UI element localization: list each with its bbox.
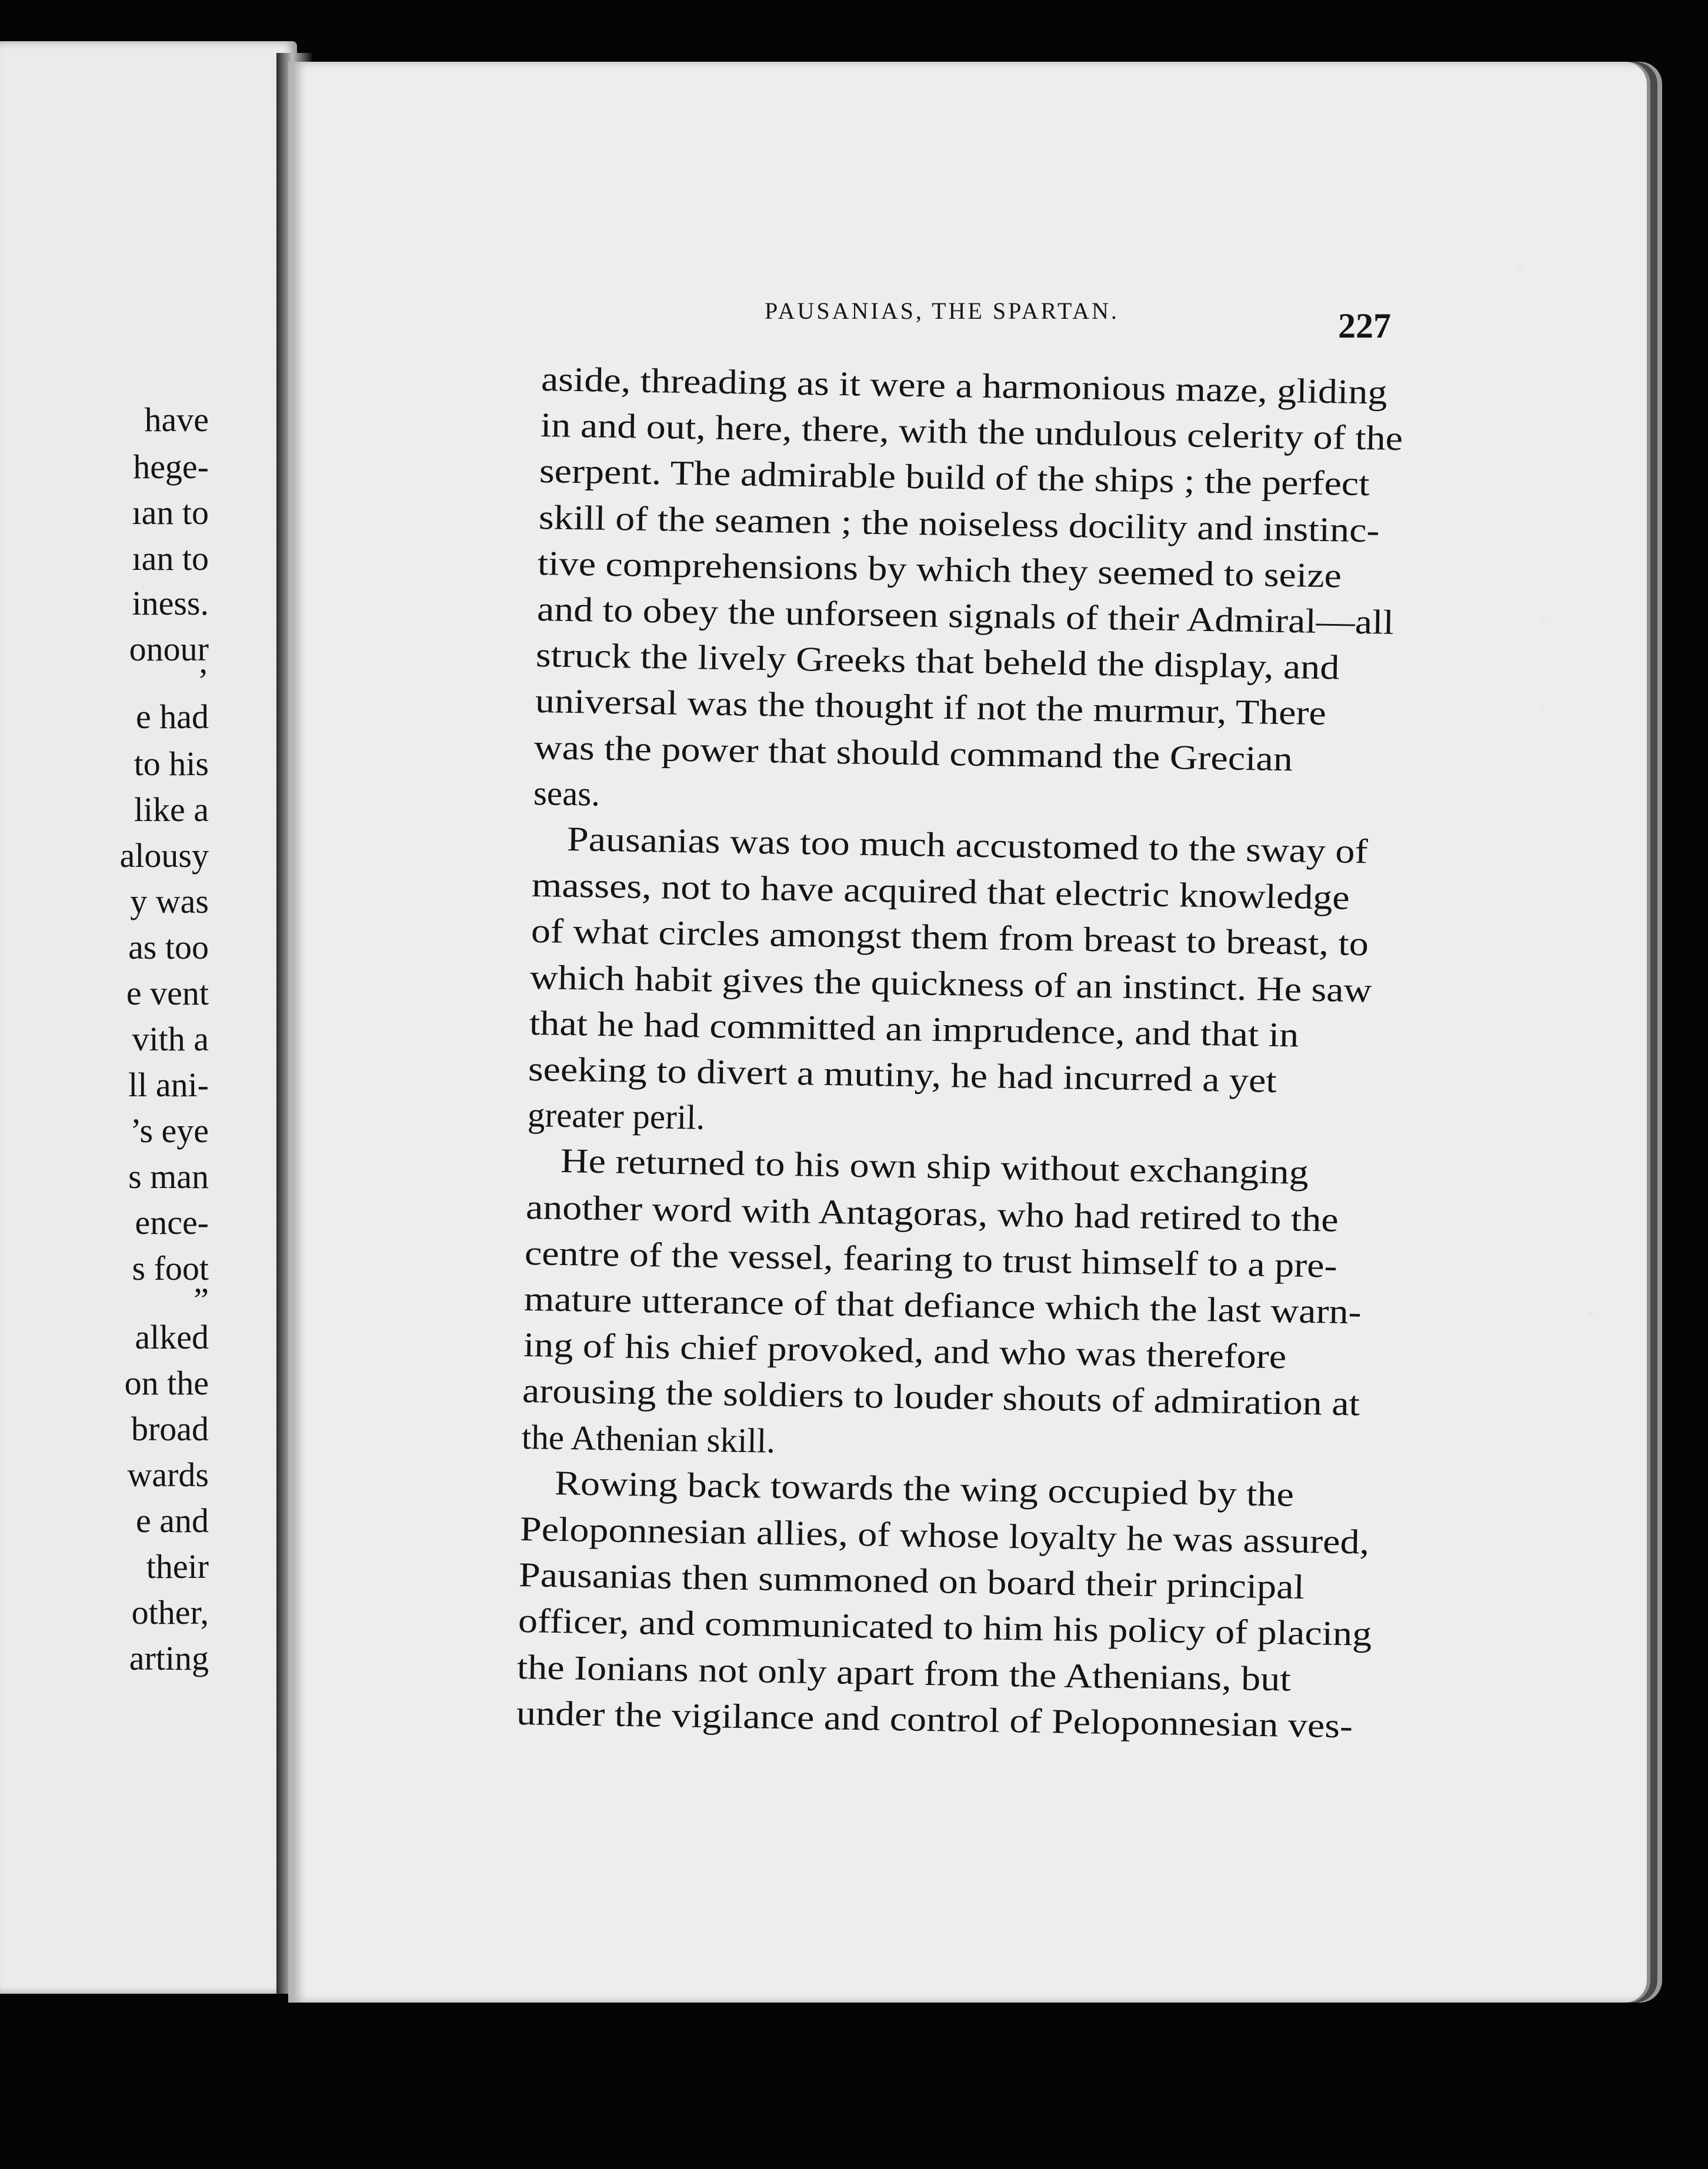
body-line: mature utterance of that defiance which the last warn-	[523, 1279, 1362, 1332]
body-line: and to obey the unforseen signals of their Admiral—all	[536, 589, 1395, 642]
body-line: Peloponnesian allies, of whose loyalty he was assured,	[519, 1509, 1370, 1561]
dust-speck	[1517, 268, 1522, 272]
left-page-line: other,	[131, 1593, 209, 1631]
body-line: seeking to divert a mutiny, he had incurred a yet	[528, 1049, 1277, 1100]
left-page-line: on the	[124, 1364, 209, 1402]
left-page-line: ll ani-	[128, 1066, 209, 1104]
running-head: PAUSANIAS, THE SPARTAN.	[765, 298, 1119, 324]
body-line: which habit gives the quickness of an instinct. He saw	[529, 957, 1372, 1010]
body-line: officer, and communicated to him his policy of placing	[518, 1601, 1372, 1654]
left-page-line: arting	[129, 1639, 209, 1677]
left-page-line: wards	[127, 1456, 209, 1494]
left-page	[0, 41, 297, 1994]
left-page-line: broad	[131, 1410, 209, 1448]
left-page-line: s foot	[132, 1249, 209, 1287]
dust-speck	[1541, 706, 1544, 709]
dust-speck	[1541, 618, 1546, 622]
left-page-line: ence-	[135, 1203, 209, 1242]
body-line: the Ionians not only apart from the Athenians, but	[516, 1647, 1292, 1699]
left-page-line: e vent	[126, 974, 209, 1012]
page-number: 227	[1338, 306, 1391, 345]
left-page-line: y was	[130, 882, 209, 920]
left-page-line: have	[144, 401, 209, 439]
left-page-line: their	[146, 1547, 209, 1586]
left-page-line: e and	[136, 1501, 209, 1540]
left-page-line: alked	[135, 1318, 209, 1356]
body-line: greater peril.	[527, 1095, 705, 1137]
left-page-line: as too	[128, 928, 209, 966]
left-page-line: e had	[136, 698, 209, 736]
left-page-line: ’s eye	[130, 1112, 209, 1150]
body-line: seas.	[533, 773, 601, 813]
left-page-line: ıan to	[132, 493, 209, 532]
body-line: in and out, here, there, with the undulous celerity of the	[540, 405, 1403, 458]
left-page-line: ’	[197, 662, 209, 700]
left-page-line: alousy	[119, 836, 209, 875]
left-page-line: ”	[194, 1281, 209, 1319]
left-page-line: vith a	[132, 1020, 209, 1058]
body-line: aside, threading as it were a harmonious maze, gliding	[541, 359, 1387, 412]
body-line: Pausanias then summoned on board their principal	[518, 1555, 1305, 1607]
left-page-line: hege-	[133, 448, 209, 486]
body-line: was the power that should command the Grecian	[533, 727, 1293, 778]
dust-speck	[1588, 1312, 1593, 1316]
body-line: universal was the thought if not the murmur, There	[535, 681, 1327, 733]
body-line: that he had committed an imprudence, and that in	[529, 1003, 1299, 1055]
body-line: of what circles amongst them from breast to breast, to	[531, 911, 1369, 963]
left-page-line: to his	[134, 745, 209, 783]
body-line: Pausanias was too much accustomed to the sway of	[566, 819, 1368, 871]
body-line: struck the lively Greeks that beheld the display, and	[535, 635, 1340, 687]
left-page-line: ıan to	[132, 539, 209, 578]
body-line: the Athenian skill.	[521, 1417, 776, 1460]
body-line: masses, not to have acquired that electric knowledge	[531, 865, 1350, 917]
body-line: ing of his chief provoked, and who was therefore	[523, 1325, 1287, 1376]
body-line: He returned to his own ship without exchanging	[560, 1141, 1309, 1192]
left-page-line: onour	[129, 630, 209, 668]
body-line: arousing the soldiers to louder shouts of admiration at	[522, 1371, 1360, 1423]
body-line: skill of the seamen ; the noiseless docility and instinc-	[538, 497, 1380, 550]
body-line: Rowing back towards the wing occupied by the	[554, 1463, 1295, 1514]
body-line: centre of the vessel, fearing to trust himself to a pre-	[524, 1233, 1338, 1285]
left-page-line: s man	[128, 1157, 209, 1196]
body-line: tive comprehensions by which they seemed to seize	[537, 543, 1342, 595]
left-page-line: like a	[134, 790, 209, 829]
body-line: under the vigilance and control of Peloponnesian ves-	[516, 1693, 1353, 1746]
left-page-line: iness.	[132, 584, 209, 622]
body-line: another word with Antagoras, who had retired to the	[525, 1187, 1339, 1239]
body-line: serpent. The admirable build of the ships ; the perfect	[539, 451, 1370, 503]
